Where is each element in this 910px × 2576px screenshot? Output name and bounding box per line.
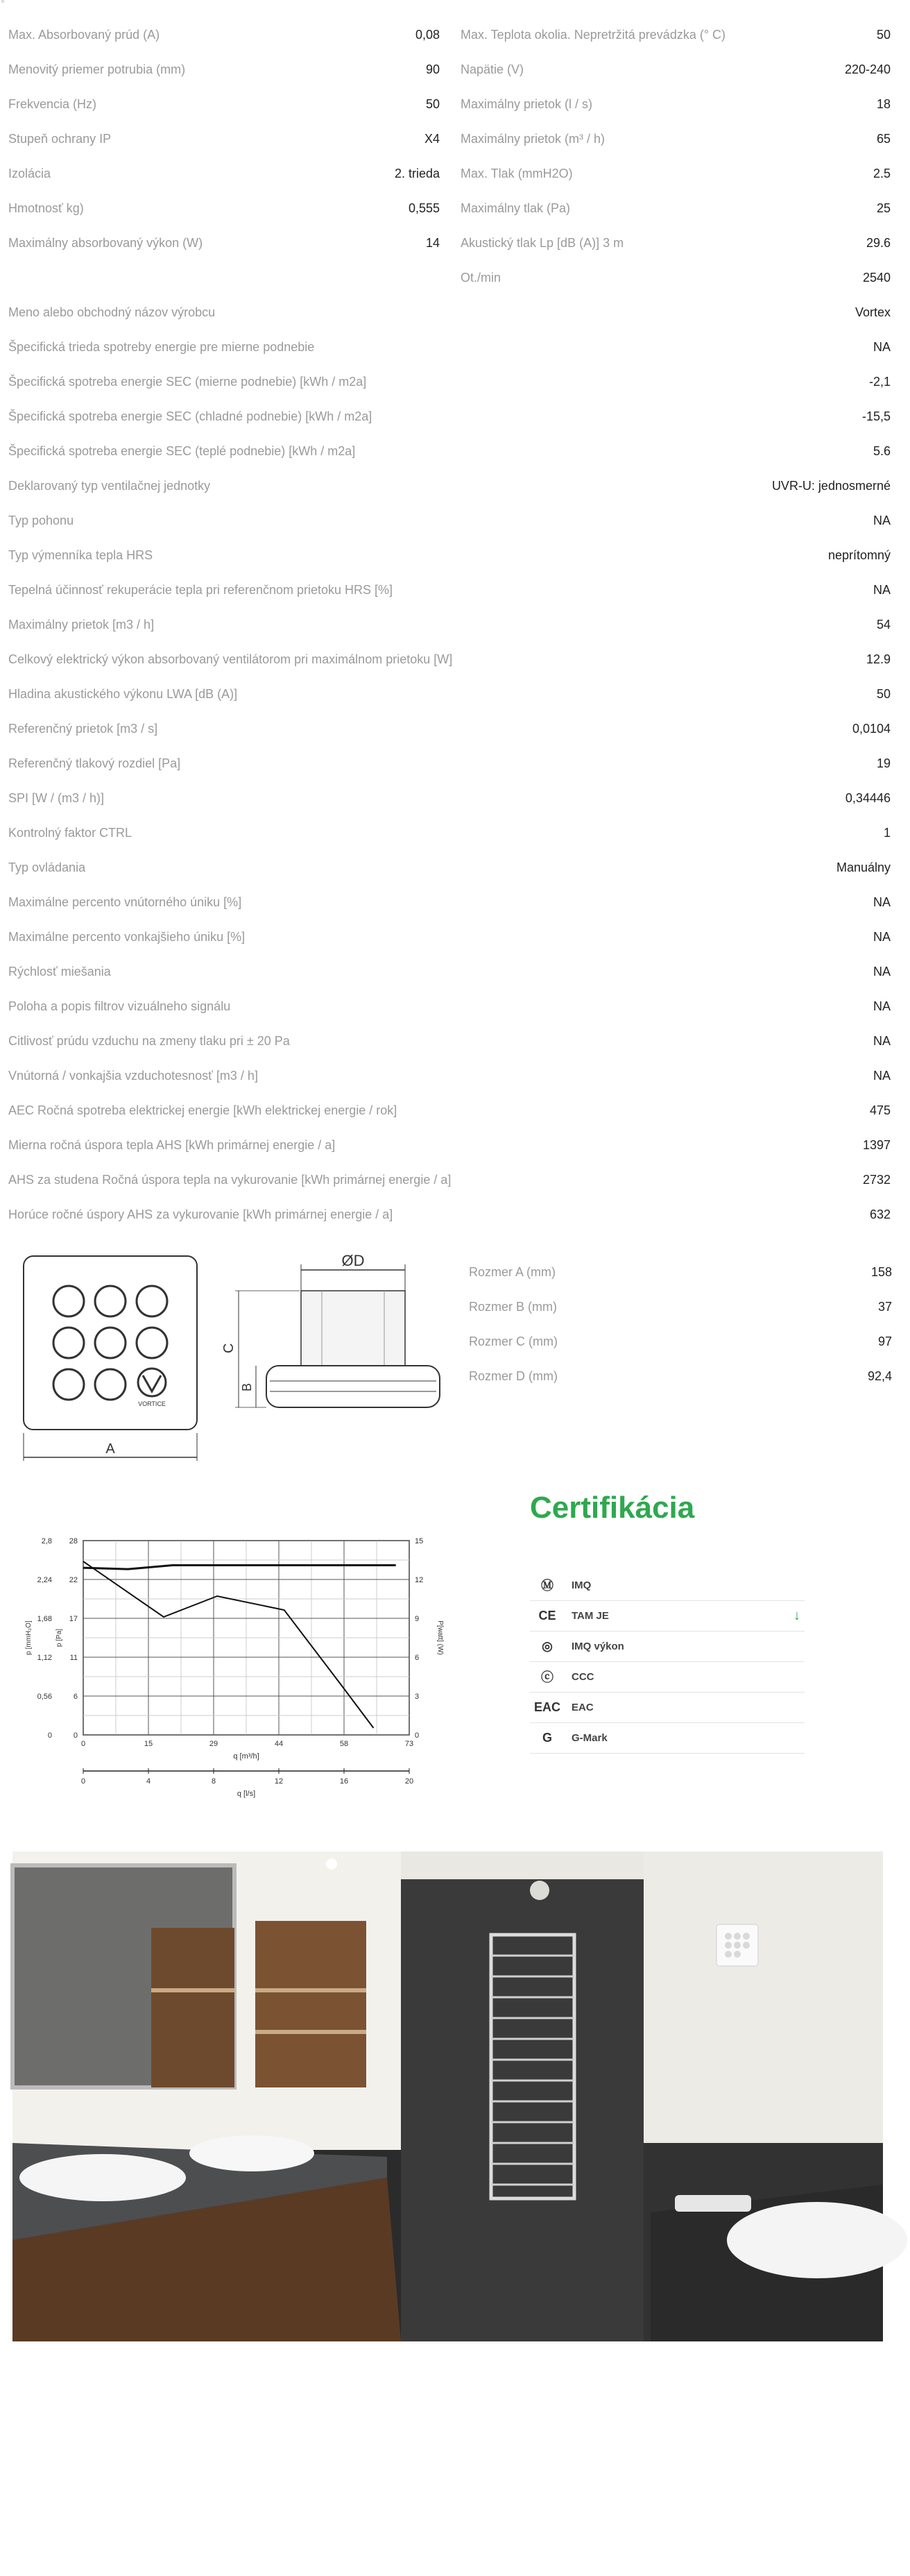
- spec-value: 50: [876, 27, 891, 42]
- y-axis-label-right: P[watt] (W): [436, 1620, 444, 1655]
- spec-value: 12.9: [866, 652, 891, 666]
- y-axis-label-outer: p [mmH₂O]: [25, 1620, 33, 1655]
- y-tick-inner: 6: [73, 1693, 78, 1701]
- spec-label: Referenčný tlakový rozdiel [Pa]: [8, 756, 181, 770]
- spec-value: 475: [869, 1103, 891, 1117]
- y-axis-label-inner: p [Pa]: [55, 1628, 63, 1647]
- spec-label: Frekvencia (Hz): [8, 96, 97, 111]
- spec-label: Ot./min: [461, 270, 501, 285]
- spec-value: 0,34446: [845, 790, 891, 805]
- certification-item[interactable]: [530, 1600, 805, 1632]
- spec-row-right: [461, 17, 891, 52]
- spec-label: Špecifická trieda spotreby energie pre mierne podnebie: [8, 339, 315, 354]
- spec-row-right: [461, 87, 891, 121]
- spec-label: Špecifická spotreba energie SEC (chladné podnebie) [kWh / m2a]: [8, 409, 372, 423]
- spec-row: [8, 295, 891, 330]
- spec-label: Hladina akustického výkonu LWA [dB (A)]: [8, 686, 238, 701]
- spec-label: Maximálne percento vnútorného úniku [%]: [8, 895, 242, 909]
- spec-row-right: [461, 156, 891, 191]
- spec-label: Max. Tlak (mmH2O): [461, 166, 573, 180]
- spec-label: Rozmer D (mm): [469, 1368, 558, 1383]
- spec-row-left: [8, 226, 440, 260]
- spec-value: 2540: [862, 270, 891, 285]
- x-tick-top: 29: [209, 1740, 218, 1748]
- spec-row: [8, 1024, 891, 1058]
- spec-value: 1397: [862, 1137, 891, 1152]
- spec-row: [8, 642, 891, 677]
- x-axis-label-bottom: q [l/s]: [237, 1790, 256, 1798]
- spec-value: 54: [876, 617, 891, 632]
- spec-label: Stupeň ochrany IP: [8, 131, 112, 146]
- spec-label: Deklarovaný typ ventilačnej jednotky: [8, 478, 211, 493]
- duct-tube: [301, 1291, 405, 1367]
- spec-row: [8, 781, 891, 815]
- spec-label: Špecifická spotreba energie SEC (mierne podnebie) [kWh / m2a]: [8, 374, 367, 389]
- spec-label: Typ ovládania: [8, 860, 86, 874]
- spec-value: 92,4: [867, 1368, 892, 1383]
- spec-label: Kontrolný faktor CTRL: [8, 825, 132, 840]
- x-axis-label-top: q [m³/h]: [233, 1752, 259, 1761]
- spec-value: -15,5: [861, 409, 891, 423]
- spec-label: AEC Ročná spotreba elektrickej energie [kWh elektrickej energie / rok]: [8, 1103, 397, 1117]
- certification-item: [530, 1722, 805, 1754]
- y-tick-outer: 2,24: [37, 1576, 52, 1584]
- corner-mark: [1, 0, 4, 3]
- x-tick-top: 73: [404, 1740, 414, 1748]
- dimension-row: [469, 1359, 892, 1393]
- dim-label-a: A: [105, 1441, 115, 1457]
- x-tick-bottom: 12: [274, 1777, 284, 1786]
- spec-row-right: [461, 191, 891, 226]
- spec-value: -2,1: [868, 374, 891, 389]
- spec-row: [8, 850, 891, 885]
- x-tick-top: 44: [274, 1740, 284, 1748]
- y-tick-right: 3: [415, 1693, 420, 1701]
- spec-row-right: [461, 226, 891, 260]
- spec-row-left: [8, 87, 440, 121]
- spec-value: neprítomný: [827, 548, 891, 562]
- housing: [266, 1366, 440, 1407]
- spec-row: [8, 989, 891, 1024]
- spec-label: Maximálne percento vonkajšieho úniku [%]: [8, 929, 246, 944]
- spec-value: NA: [873, 582, 891, 597]
- certification-name: IMQ výkon: [572, 1640, 624, 1652]
- spec-row: [8, 607, 891, 642]
- spec-value: 14: [425, 235, 440, 250]
- spec-row: [8, 1093, 891, 1128]
- spec-label: Maximálny absorbovaný výkon (W): [8, 235, 203, 250]
- brand-text: VORTICE: [138, 1400, 166, 1407]
- dimension-row: [469, 1289, 892, 1324]
- ccc-icon: ⓒ: [541, 1670, 553, 1684]
- spec-label: Typ výmenníka tepla HRS: [8, 548, 153, 562]
- spec-label: Poloha a popis filtrov vizuálneho signálu: [8, 999, 231, 1013]
- spec-value: 90: [425, 62, 440, 76]
- y-tick-inner: 17: [69, 1615, 78, 1623]
- spec-row: [8, 573, 891, 607]
- spec-value: 2732: [862, 1172, 891, 1187]
- dim-label-c: C: [221, 1343, 237, 1353]
- spec-label: Maximálny prietok [m3 / h]: [8, 617, 155, 632]
- spec-value: NA: [873, 339, 891, 354]
- spec-value: 0,555: [408, 201, 440, 215]
- spec-label: Maximálny prietok (m³ / h): [461, 131, 606, 146]
- y-tick-right: 12: [415, 1576, 424, 1584]
- spec-value: Vortex: [855, 305, 891, 319]
- spec-value: 50: [876, 686, 891, 701]
- spec-label: Horúce ročné úspory AHS za vykurovanie [kWh primárnej energie / a]: [8, 1207, 393, 1221]
- spec-value: 158: [870, 1264, 892, 1279]
- spec-value: 50: [425, 96, 440, 111]
- spec-value: 5.6: [873, 443, 891, 458]
- spec-row: [8, 1128, 891, 1162]
- x-tick-top: 0: [80, 1740, 86, 1748]
- spec-label: AHS za studena Ročná úspora tepla na vykurovanie [kWh primárnej energie / a]: [8, 1172, 452, 1187]
- certification-title: Certifikácia: [530, 1491, 695, 1525]
- y-tick-outer: 0: [47, 1731, 52, 1740]
- spec-label: Rozmer A (mm): [469, 1264, 556, 1279]
- certification-item: [530, 1661, 805, 1693]
- x-tick-top: 15: [144, 1740, 153, 1748]
- spec-value: 29.6: [866, 235, 891, 250]
- ce-icon: CE: [538, 1608, 556, 1622]
- spec-value: 25: [876, 201, 891, 215]
- spec-value: UVR-U: jednosmerné: [771, 478, 891, 493]
- spec-row: [8, 364, 891, 399]
- certification-name: EAC: [572, 1701, 594, 1713]
- spec-value: 0,0104: [852, 721, 891, 736]
- y-tick-inner: 22: [69, 1576, 78, 1584]
- x-tick-bottom: 4: [146, 1777, 151, 1786]
- certification-name: CCC: [572, 1670, 594, 1683]
- spec-row-left: [8, 17, 440, 52]
- spec-label: Izolácia: [8, 166, 51, 180]
- spec-row: [8, 330, 891, 364]
- dim-label-b: B: [240, 1382, 254, 1391]
- imq-icon: Ⓜ: [541, 1579, 553, 1593]
- spec-row-right: [461, 121, 891, 156]
- spec-row: [8, 503, 891, 538]
- spec-row-left: [8, 121, 440, 156]
- y-tick-outer: 2,8: [41, 1537, 52, 1545]
- spec-row: [8, 920, 891, 954]
- spec-label: Hmotnosť kg): [8, 201, 84, 215]
- spec-label: Max. Absorbovaný prúd (A): [8, 27, 160, 42]
- spec-label: Maximálny prietok (l / s): [461, 96, 593, 111]
- y-tick-right: 15: [415, 1537, 424, 1545]
- spec-label: Max. Teplota okolia. Nepretržitá prevádzka (° C): [461, 27, 726, 42]
- download-icon[interactable]: ↓: [793, 1607, 800, 1623]
- spec-value: NA: [873, 895, 891, 909]
- spec-row: [8, 538, 891, 573]
- certification-item: [530, 1570, 805, 1601]
- spec-label: Tepelná účinnosť rekuperácie tepla pri referenčnom prietoku HRS [%]: [8, 582, 393, 597]
- spec-row: [8, 746, 891, 781]
- spec-row-left: [8, 52, 440, 87]
- x-tick-bottom: 16: [339, 1777, 349, 1786]
- y-tick-right: 0: [415, 1731, 420, 1740]
- certification-name: IMQ: [572, 1579, 592, 1591]
- performance-chart: [14, 1513, 444, 1798]
- spec-value: 97: [877, 1334, 892, 1348]
- imq-performance-icon: ◎: [542, 1638, 553, 1653]
- eac-icon: EAC: [533, 1700, 560, 1714]
- spec-row: [8, 711, 891, 746]
- spec-label: Menovitý priemer potrubia (mm): [8, 62, 186, 76]
- certification-item: [530, 1631, 805, 1662]
- x-tick-bottom: 8: [211, 1777, 216, 1786]
- product-drawing: [17, 1249, 447, 1478]
- spec-label: Maximálny tlak (Pa): [461, 201, 571, 215]
- certification-item: [530, 1692, 805, 1723]
- y-tick-inner: 11: [69, 1654, 78, 1662]
- spec-value: NA: [873, 1068, 891, 1083]
- dimension-row: [469, 1324, 892, 1359]
- spec-row: [8, 885, 891, 920]
- spec-label: Referenčný prietok [m3 / s]: [8, 721, 158, 736]
- spec-value: NA: [873, 999, 891, 1013]
- spec-value: NA: [873, 929, 891, 944]
- spec-label: Meno alebo obchodný názov výrobcu: [8, 305, 216, 319]
- spec-row: [8, 434, 891, 468]
- spec-value: NA: [873, 1033, 891, 1048]
- y-tick-outer: 1,68: [37, 1615, 52, 1623]
- spec-value: NA: [873, 513, 891, 527]
- front-plate: [24, 1256, 197, 1430]
- spec-value: 2.5: [873, 166, 891, 180]
- y-tick-inner: 0: [73, 1731, 78, 1740]
- spec-label: Napätie (V): [461, 62, 524, 76]
- spec-row: [8, 468, 891, 503]
- spec-value: 1: [883, 825, 891, 840]
- spec-value: 220-240: [844, 62, 891, 76]
- spec-value: 37: [877, 1299, 892, 1314]
- spec-label: Vnútorná / vonkajšia vzduchotesnosť [m3 / h]: [8, 1068, 258, 1083]
- bathroom-photo: [12, 1852, 883, 2341]
- spec-row: [8, 815, 891, 850]
- spec-row-left: [8, 191, 440, 226]
- certification-name: G-Mark: [572, 1731, 608, 1744]
- spec-value: NA: [873, 964, 891, 978]
- spec-row: [8, 1162, 891, 1197]
- y-tick-inner: 28: [69, 1537, 78, 1545]
- spec-row: [8, 399, 891, 434]
- spec-row: [8, 677, 891, 711]
- spec-label: SPI [W / (m3 / h)]: [8, 790, 105, 805]
- x-tick-bottom: 20: [404, 1777, 414, 1786]
- spec-label: Rozmer C (mm): [469, 1334, 558, 1348]
- spec-value: X4: [424, 131, 440, 146]
- gmark-icon: G: [542, 1730, 552, 1745]
- spec-label: Mierna ročná úspora tepla AHS [kWh primárnej energie / a]: [8, 1137, 336, 1152]
- spec-label: Typ pohonu: [8, 513, 74, 527]
- spec-row: [8, 954, 891, 989]
- x-tick-bottom: 0: [80, 1777, 86, 1786]
- spec-value: 632: [869, 1207, 891, 1221]
- spec-row-right: [461, 260, 891, 295]
- y-tick-outer: 0,56: [37, 1693, 52, 1701]
- spec-label: Rozmer B (mm): [469, 1299, 557, 1314]
- spec-value: Manuálny: [836, 860, 891, 874]
- spec-label: Celkový elektrický výkon absorbovaný ventilátorom pri maximálnom prietoku [W]: [8, 652, 453, 666]
- spec-value: 0,08: [415, 27, 440, 42]
- x-tick-top: 58: [339, 1740, 349, 1748]
- spec-label: Citlivosť prúdu vzduchu na zmeny tlaku pri ± 20 Pa: [8, 1033, 290, 1048]
- spec-value: 65: [876, 131, 891, 146]
- dimension-row: [469, 1255, 892, 1289]
- spec-row-left: [8, 156, 440, 191]
- spec-value: 19: [876, 756, 891, 770]
- spec-label: Špecifická spotreba energie SEC (teplé podnebie) [kWh / m2a]: [8, 443, 356, 458]
- certification-name: TAM JE: [572, 1609, 609, 1622]
- spec-label: Rýchlosť miešania: [8, 964, 111, 978]
- y-tick-outer: 1,12: [37, 1654, 52, 1662]
- y-tick-right: 6: [415, 1654, 420, 1662]
- spec-row: [8, 1058, 891, 1093]
- spec-row-right: [461, 52, 891, 87]
- spec-row: [8, 1197, 891, 1232]
- y-tick-right: 9: [415, 1615, 420, 1623]
- dim-label-d: ØD: [341, 1252, 365, 1269]
- spec-value: 18: [876, 96, 891, 111]
- spec-value: 2. trieda: [394, 166, 440, 180]
- spec-label: Akustický tlak Lp [dB (A)] 3 m: [461, 235, 624, 250]
